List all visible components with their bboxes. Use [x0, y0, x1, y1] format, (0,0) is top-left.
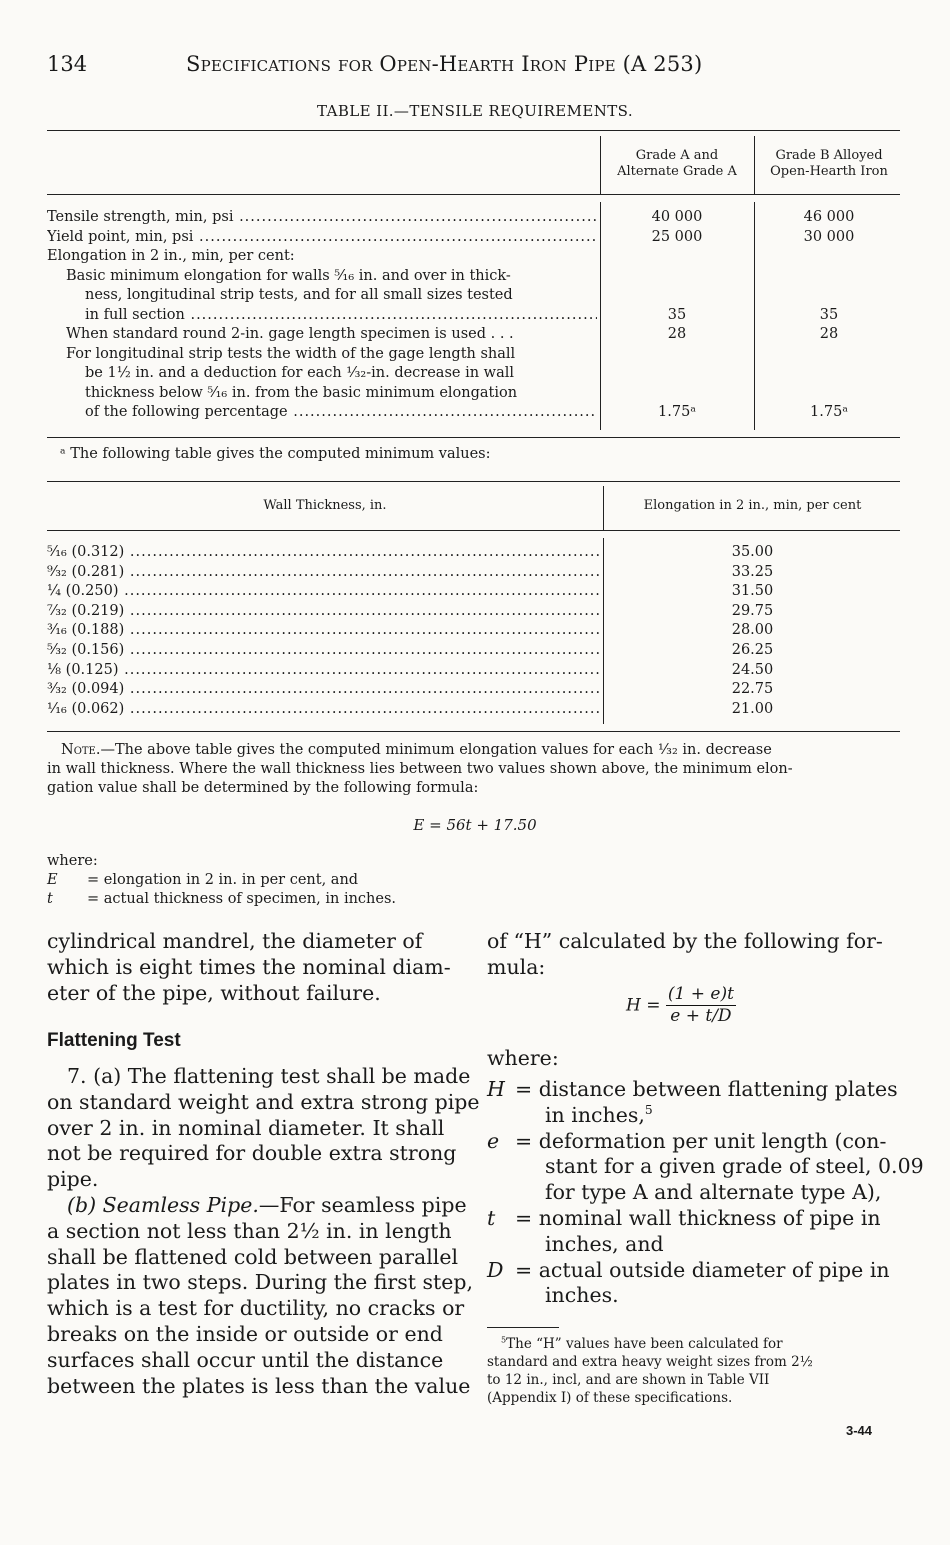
elongation-cell: 31.50: [731, 583, 774, 600]
row-label-strip-1: For longitudinal strip tests the width of the gage length shall: [66, 346, 516, 362]
elongation-cell: 33.25: [731, 563, 774, 580]
elongation-cell: 28.00: [731, 622, 774, 639]
col-divider: [600, 136, 601, 194]
row-label-tensile: Tensile strength, min, psi .....: [47, 208, 597, 228]
col-divider: [600, 202, 601, 430]
definition-h: H = distance between flattening plates in inches,$^5$: [487, 1077, 898, 1127]
col-header-wall: Wall Thickness, in.: [263, 498, 387, 513]
table-header-rule: [47, 530, 900, 531]
col-divider: [603, 538, 604, 724]
definition-t: t = nominal wall thickness of pipe in inches, and: [487, 1205, 881, 1256]
row-label-basic-3: in full section .....: [85, 306, 597, 326]
col-divider: [754, 136, 755, 194]
round-grade-a: 28: [667, 326, 687, 342]
h-definitions: [487, 1077, 924, 1309]
left-column: cylindrical mandrel, the diameter of which is eight times the nominal diam- eter of the pipe, without failure.: [47, 929, 451, 1005]
row-label-basic-2: ness, longitudinal strip tests, and for all small sizes tested: [85, 287, 513, 303]
tensile-grade-b: 46 000: [803, 209, 855, 225]
basic-grade-a: 35: [667, 307, 687, 323]
elongation-cell: 26.25: [731, 642, 774, 658]
round-grade-b: 28: [819, 326, 839, 342]
right-column-intro: of “H” calculated by the following for- mula:: [487, 929, 883, 979]
table-top-rule: [47, 481, 900, 482]
note-paragraph: Note.—The above table gives the computed minimum elongation values for each ¹⁄₃₂ in. decrease in wall thickness. Where the wall thickness lies between two values shown above, the minimum elon- gation value shall be determined by the following formula:: [47, 742, 793, 796]
definition-d: D = actual outside diameter of pipe in inches.: [487, 1257, 890, 1308]
section-heading-flattening: Flattening Test: [47, 1030, 181, 1051]
definition-symbol: H: [487, 1077, 505, 1101]
footnote-rule: [487, 1327, 559, 1328]
row-label-strip-4: of the following percentage .....: [85, 403, 597, 423]
elongation-cell: 35.00: [731, 544, 774, 560]
note-def-t: t = actual thickness of specimen, in inches.: [47, 891, 397, 907]
yield-grade-a: 25 000: [651, 229, 703, 245]
col-header-grade-a: Grade A and Alternate Grade A: [617, 148, 737, 179]
tensile-grade-a: 40 000: [651, 209, 703, 225]
wall-thickness-cell: ³⁄₃₂ (0.094) .....: [47, 680, 600, 700]
wall-thickness-cell: ¼ (0.250) .....: [47, 582, 600, 602]
paragraph-7a: 7. (a) The flattening test shall be made on standard weight and extra strong pipe over 2 in. in nominal diameter. It shall not be required for double extra strong pipe. (b) Seamless Pipe.—For seamless pipe a section not less than 2½ in. in length shall be flattened cold between parallel plates in two steps. During the first step, which is a test for ductility, no cracks or breaks on the inside or outside or end surfaces shall occur until the distance between the plates is less than the value: [47, 1064, 480, 1398]
h-formula: H = $\frac{(1 + e)t}{e + t/D}$: [626, 984, 734, 1026]
basic-grade-b: 35: [819, 307, 839, 323]
note-where: where:: [47, 853, 98, 869]
elongation-formula: E = 56t + 17.50: [413, 816, 537, 834]
strip-grade-a: 1.75ᵃ: [658, 404, 696, 420]
definition-symbol: e: [487, 1128, 500, 1153]
row-label-yield: Yield point, min, psi .....: [47, 228, 597, 248]
definition-symbol: t: [487, 1205, 496, 1230]
col-divider: [754, 202, 755, 430]
signature-mark: 3-44: [846, 1423, 873, 1438]
wall-thickness-cell: ⁵⁄₁₆ (0.312) .....: [47, 543, 600, 563]
page-number: 134: [47, 52, 88, 76]
table-bottom-rule: [47, 731, 900, 732]
yield-grade-b: 30 000: [803, 229, 855, 245]
right-where: where:: [487, 1046, 559, 1070]
row-label-strip-2: be 1½ in. and a deduction for each ¹⁄₃₂-in. decrease in wall: [85, 365, 515, 381]
row-label-round: When standard round 2-in. gage length specimen is used . . .: [66, 326, 514, 342]
footnote-5: $^5$The “H” values have been calculated for standard and extra heavy weight sizes from 2½ to 12 in., incl, and are shown in Table VII (Appendix I) of these specifications.: [487, 1334, 813, 1406]
row-label-basic-1: Basic minimum elongation for walls ⁵⁄₁₆ in. and over in thick-: [66, 268, 511, 284]
note-def-e: E = elongation in 2 in. in per cent, and: [47, 872, 359, 888]
wall-thickness-cell: ⁵⁄₃₂ (0.156) .....: [47, 641, 600, 661]
table-header-rule: [47, 194, 900, 195]
definition-symbol: D: [487, 1257, 504, 1282]
table-top-rule: [47, 130, 900, 131]
table-footnote: ᵃ The following table gives the computed minimum values:: [60, 446, 491, 462]
row-label-strip-3: thickness below ⁵⁄₁₆ in. from the basic minimum elongation: [85, 385, 518, 401]
wall-thickness-cell: ¹⁄₁₆ (0.062) .....: [47, 700, 600, 720]
note-lead: Note.: [61, 742, 101, 758]
elongation-cell: 24.50: [731, 661, 774, 678]
row-label-elongation: Elongation in 2 in., min, per cent:: [47, 248, 295, 264]
table-bottom-rule: [47, 437, 900, 438]
col-divider: [603, 486, 604, 530]
wall-thickness-cell: ³⁄₁₆ (0.188) .....: [47, 621, 600, 641]
running-title: Specifications for Open-Hearth Iron Pipe (A 253): [186, 52, 703, 76]
elongation-cell: 29.75: [731, 602, 774, 619]
wall-thickness-cell: ⅛ (0.125) .....: [47, 661, 600, 681]
table-title: TABLE II.—TENSILE REQUIREMENTS.: [317, 102, 633, 120]
wall-thickness-cell: ⁷⁄₃₂ (0.219) .....: [47, 602, 600, 622]
elongation-cell: 22.75: [731, 681, 774, 698]
strip-grade-b: 1.75ᵃ: [810, 404, 848, 420]
wall-thickness-cell: ⁹⁄₃₂ (0.281) .....: [47, 563, 600, 583]
col-header-elongation: Elongation in 2 in., min, per cent: [643, 498, 862, 513]
definition-e: e = deformation per unit length (con- stant for a given grade of steel, 0.09 for type A and alternate type A),: [487, 1128, 924, 1205]
elongation-cell: 21.00: [731, 700, 774, 717]
col-header-grade-b: Grade B Alloyed Open-Hearth Iron: [770, 148, 888, 179]
